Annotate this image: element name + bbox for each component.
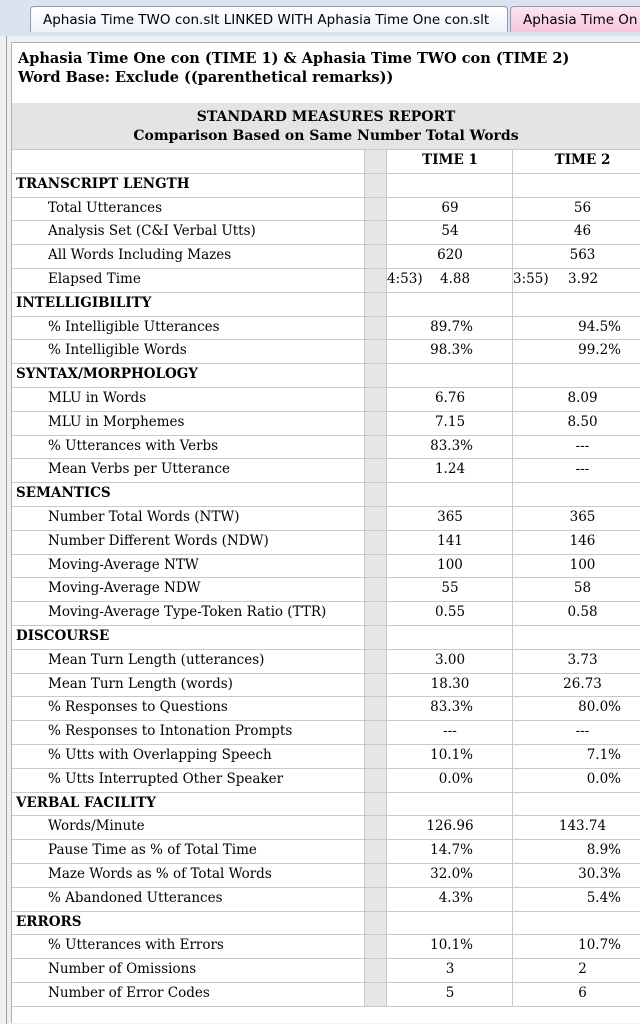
measure-label: Number Different Words (NDW) <box>48 532 269 549</box>
measure-label: % Responses to Intonation Prompts <box>48 723 293 740</box>
time2-value: 80.0% <box>578 699 621 716</box>
time1-value: 1.24 <box>434 461 466 478</box>
time1-value: 98.3% <box>430 342 473 359</box>
time2-value: 8.50 <box>567 413 598 430</box>
time1-value: 620 <box>437 247 463 264</box>
measure-row <box>12 268 640 292</box>
measure-label: MLU in Words <box>48 390 147 406</box>
measure-label: % Abandoned Utterances <box>48 889 223 906</box>
measure-label: Moving-Average NTW <box>48 556 199 573</box>
measure-row <box>12 982 640 1006</box>
measure-label: % Utts with Overlapping Speech <box>48 747 272 763</box>
time2-value: 6 <box>578 985 587 1001</box>
time1-value: 5 <box>445 985 455 1001</box>
section-title: ERRORS <box>16 913 82 930</box>
measure-label: % Utterances with Verbs <box>48 437 219 454</box>
row-divider <box>12 1006 640 1007</box>
time1-value: 126.96 <box>426 818 474 835</box>
time1-value: 100 <box>437 556 463 573</box>
measure-row <box>12 220 640 244</box>
section-title: TRANSCRIPT LENGTH <box>16 175 190 192</box>
transcript-names: Aphasia Time One con (TIME 1) & Aphasia Time TWO con (TIME 2) <box>18 50 570 67</box>
measure-label: Total Utterances <box>48 199 163 216</box>
time1-value: 365 <box>437 509 463 525</box>
time1-value: 14.7% <box>430 842 473 859</box>
section-title: INTELLIGIBILITY <box>16 294 152 311</box>
time1-value: 10.1% <box>430 747 473 763</box>
section-title: VERBAL FACILITY <box>16 794 156 811</box>
measure-row <box>12 554 640 578</box>
column-divider <box>386 149 387 1006</box>
time1-value: 32.0% <box>430 866 473 882</box>
time1-value: 141 <box>437 532 463 549</box>
report-panel <box>6 36 640 1024</box>
measure-row <box>12 839 640 863</box>
section-title: SEMANTICS <box>16 485 111 502</box>
measure-label: Pause Time as % of Total Time <box>48 842 257 859</box>
measure-row <box>12 506 640 530</box>
measure-row <box>12 339 640 363</box>
time2-value: 99.2% <box>578 342 621 359</box>
elapsed-time2-clock: 3:55) <box>513 271 549 287</box>
measure-label: MLU in Morphemes <box>48 413 185 430</box>
time2-value: 100 <box>569 556 596 573</box>
measure-label: Mean Verbs per Utterance <box>48 461 230 478</box>
measure-label: Analysis Set (C&I Verbal Utts) <box>48 223 256 240</box>
time1-value: 10.1% <box>430 937 473 954</box>
report-subtitle: Comparison Based on Same Number Total Words <box>133 128 519 144</box>
time1-value: --- <box>443 723 457 740</box>
time1-value: 69 <box>441 199 459 216</box>
measure-row <box>12 768 640 792</box>
measure-label: Mean Turn Length (utterances) <box>48 651 265 668</box>
time2-value: 143.74 <box>558 818 607 835</box>
measure-label: Elapsed Time <box>48 271 141 287</box>
time1-value: 3 <box>445 961 455 978</box>
column-header-time1: TIME 1 <box>422 152 478 168</box>
measure-row <box>12 316 640 340</box>
measure-row <box>12 411 640 435</box>
time2-value: 2 <box>578 961 587 978</box>
time1-value: 83.3% <box>430 437 473 454</box>
measure-row <box>12 934 640 958</box>
time1-value: 3.00 <box>434 651 466 668</box>
time1-value: 89.7% <box>430 318 473 335</box>
time1-value: 4.88 <box>440 271 471 287</box>
measure-row <box>12 601 640 625</box>
time2-value: 3.73 <box>567 651 598 668</box>
time2-value: --- <box>575 437 590 454</box>
tab-bar <box>0 0 640 36</box>
measure-label: Number of Omissions <box>48 961 197 978</box>
time2-value: 94.5% <box>578 318 621 335</box>
time1-value: 55 <box>441 580 459 597</box>
column-divider <box>364 149 365 1006</box>
report-document <box>11 42 640 1023</box>
time2-value: 26.73 <box>563 675 602 692</box>
word-base: Word Base: Exclude ((parenthetical remarks)) <box>18 69 394 86</box>
measure-label: % Responses to Questions <box>48 699 228 716</box>
time2-value: --- <box>575 461 590 478</box>
time2-value: 8.09 <box>567 390 598 406</box>
measure-row <box>12 744 640 768</box>
time2-value: 10.7% <box>578 937 621 954</box>
time1-value: 6.76 <box>434 390 466 406</box>
time2-value: 58 <box>573 580 592 597</box>
time1-value: 54 <box>441 223 459 240</box>
report-title: STANDARD MEASURES REPORT <box>196 109 456 125</box>
column-header-row <box>12 149 640 173</box>
measure-row <box>12 958 640 982</box>
time2-value: 7.1% <box>586 747 621 763</box>
tab-time-one[interactable]: Aphasia Time On <box>510 6 640 32</box>
time2-value: 365 <box>569 509 596 525</box>
time2-value: 0.0% <box>586 770 621 787</box>
report-heading <box>18 49 569 87</box>
measure-row <box>12 696 640 720</box>
time1-value: 7.15 <box>434 413 466 430</box>
time1-value: 83.3% <box>430 699 473 716</box>
measure-label: % Intelligible Utterances <box>48 318 220 335</box>
measure-label: Mean Turn Length (words) <box>48 675 233 692</box>
measure-label: Words/Minute <box>48 818 145 835</box>
section-header <box>12 482 640 506</box>
time1-value: 18.30 <box>430 675 470 692</box>
measure-label: % Utts Interrupted Other Speaker <box>48 770 284 787</box>
measure-label: Moving-Average NDW <box>48 580 201 597</box>
measure-label: % Utterances with Errors <box>48 937 224 954</box>
measure-row <box>12 887 640 911</box>
time2-value: 30.3% <box>578 866 621 882</box>
time2-value: 46 <box>573 223 592 240</box>
time1-value: 0.0% <box>438 770 473 787</box>
section-header <box>12 625 640 649</box>
section-header <box>12 911 640 935</box>
measure-row <box>12 244 640 268</box>
section-header <box>12 292 640 316</box>
time2-value: 3.92 <box>568 271 599 287</box>
time2-value: 146 <box>569 532 596 549</box>
measure-label: Moving-Average Type-Token Ratio (TTR) <box>48 604 327 621</box>
measure-row <box>12 458 640 482</box>
measure-label: Number of Error Codes <box>48 985 210 1001</box>
measure-row <box>12 530 640 554</box>
elapsed-time1-clock: 4:53) <box>387 271 423 287</box>
time1-value: 4.3% <box>438 889 473 906</box>
measure-row <box>12 863 640 887</box>
time2-value: --- <box>575 723 590 740</box>
time2-value: 0.58 <box>567 604 598 621</box>
measure-row <box>12 649 640 673</box>
time2-value: 56 <box>573 199 592 216</box>
time1-value: 0.55 <box>434 604 466 621</box>
measure-label: % Intelligible Words <box>48 342 187 359</box>
measure-row <box>12 435 640 459</box>
time2-value: 5.4% <box>586 889 621 906</box>
time2-value: 563 <box>569 247 596 264</box>
measure-row <box>12 815 640 839</box>
section-header <box>12 792 640 816</box>
measure-row <box>12 673 640 697</box>
time2-value: 8.9% <box>586 842 621 859</box>
measure-row <box>12 387 640 411</box>
measure-label: All Words Including Mazes <box>48 247 232 264</box>
tab-linked-transcripts[interactable]: Aphasia Time TWO con.slt LINKED WITH Aphasia Time One con.slt <box>30 6 508 32</box>
column-header-time2: TIME 2 <box>554 152 611 168</box>
section-title: SYNTAX/MORPHOLOGY <box>16 366 198 383</box>
measure-row <box>12 197 640 221</box>
section-title: DISCOURSE <box>16 628 110 644</box>
measure-row <box>12 720 640 744</box>
measure-label: Number Total Words (NTW) <box>48 509 240 525</box>
column-divider <box>512 149 513 1006</box>
section-header <box>12 173 640 197</box>
measure-row <box>12 577 640 601</box>
measure-label: Maze Words as % of Total Words <box>48 866 272 882</box>
section-header <box>12 363 640 387</box>
row-divider <box>12 149 640 150</box>
